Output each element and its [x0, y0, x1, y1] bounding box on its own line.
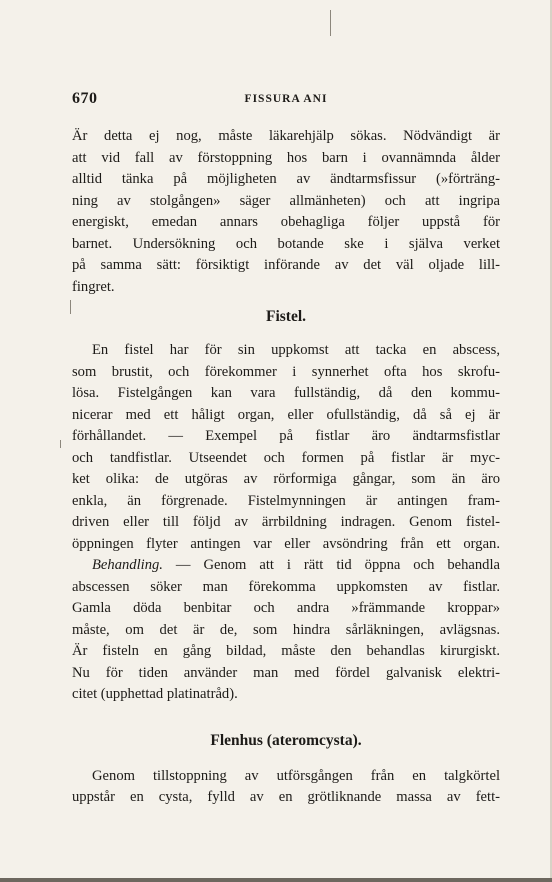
scan-speck [330, 10, 331, 36]
intro-line: fingret. [72, 278, 115, 295]
section-heading-flenhus: Flenhus (ateromcysta). [210, 731, 362, 749]
behandling-line: Gamla döda benbitar och andra »främmande kroppar» [72, 600, 500, 616]
fistel-line: enkla, än förgrenade. Fistelmynningen är antingen fram- [72, 492, 500, 509]
intro-line: energiskt, emedan annars obehagliga följer uppstå för [72, 214, 500, 230]
page-bottom-edge [0, 878, 552, 882]
behandling-line: Är fisteln en gång bildad, måste den behandlas kirurgiskt. [72, 643, 500, 659]
intro-line: Är detta ej nog, måste läkarehjälp sökas. Nödvändigt är [72, 128, 500, 144]
intro-line: ning av stolgången» säger allmänheten) och att ingripa [72, 192, 500, 209]
page-number: 670 [72, 90, 98, 107]
running-title: FISSURA ANI [244, 93, 328, 105]
fistel-line: och tandfistlar. Utseendet och formen på fistlar är myc- [72, 449, 500, 466]
section-heading-fistel: Fistel. [265, 308, 307, 325]
fistel-line: öppningen flyter antingen var eller avsöndring från ett organ. [72, 535, 500, 552]
behandling-line: måste, om det är de, som hindra sårläkningen, avlägsnas. [72, 621, 500, 638]
behandling-line: Nu för tiden använder man med fördel galvanisk elektri- [72, 664, 500, 681]
intro-line: barnet. Undersökning och botande ske i själva verket [72, 235, 500, 252]
behandling-line [72, 555, 500, 577]
fistel-line: nicerar med ett håligt organ, eller ofullständig, då så ej är [72, 406, 500, 423]
flenhus-line: uppstår en cysta, fylld av en grötliknande massa av fett- [72, 789, 500, 805]
body-text [72, 126, 500, 809]
behandling-line: abscessen söker man förekomma uppkomsten av fistlar. [72, 578, 500, 595]
intro-line: på samma sätt: försiktigt införande av det väl oljade lill- [72, 257, 500, 273]
scan-speck [70, 300, 71, 314]
flenhus-line: Genom tillstoppning av utförsgången från en talgkörtel [92, 767, 500, 784]
behandling-line: citet (upphettad platinatråd). [72, 686, 238, 702]
fistel-line: lösa. Fistelgången kan vara fullständig, då den kommu- [72, 385, 500, 401]
behandling-text: — Genom att i rätt tid öppna och behandla [162, 557, 500, 573]
fistel-line: förhållandet. — Exempel på fistlar äro ändtarmsfistlar [72, 428, 500, 444]
scan-speck [60, 440, 61, 448]
fistel-line: En fistel har för sin uppkomst att tacka en abscess, [92, 342, 500, 358]
running-header [72, 90, 500, 110]
fistel-line: ket olika: de utgöras av rörformiga gångar, som än äro [72, 471, 500, 487]
fistel-line: som brustit, och förekommer i synnerhet ofta hos skrofu- [72, 363, 500, 380]
intro-line: alltid tänka på möjligheten av ändtarmsfissur (»förträng- [72, 171, 500, 187]
fistel-line: driven eller till följd av ärrbildning indragen. Genom fistel- [72, 514, 500, 530]
intro-line: att vid fall av förstoppning hos barn i ovannämnda ålder [72, 149, 500, 166]
behandling-label: Behandling. [92, 557, 163, 573]
